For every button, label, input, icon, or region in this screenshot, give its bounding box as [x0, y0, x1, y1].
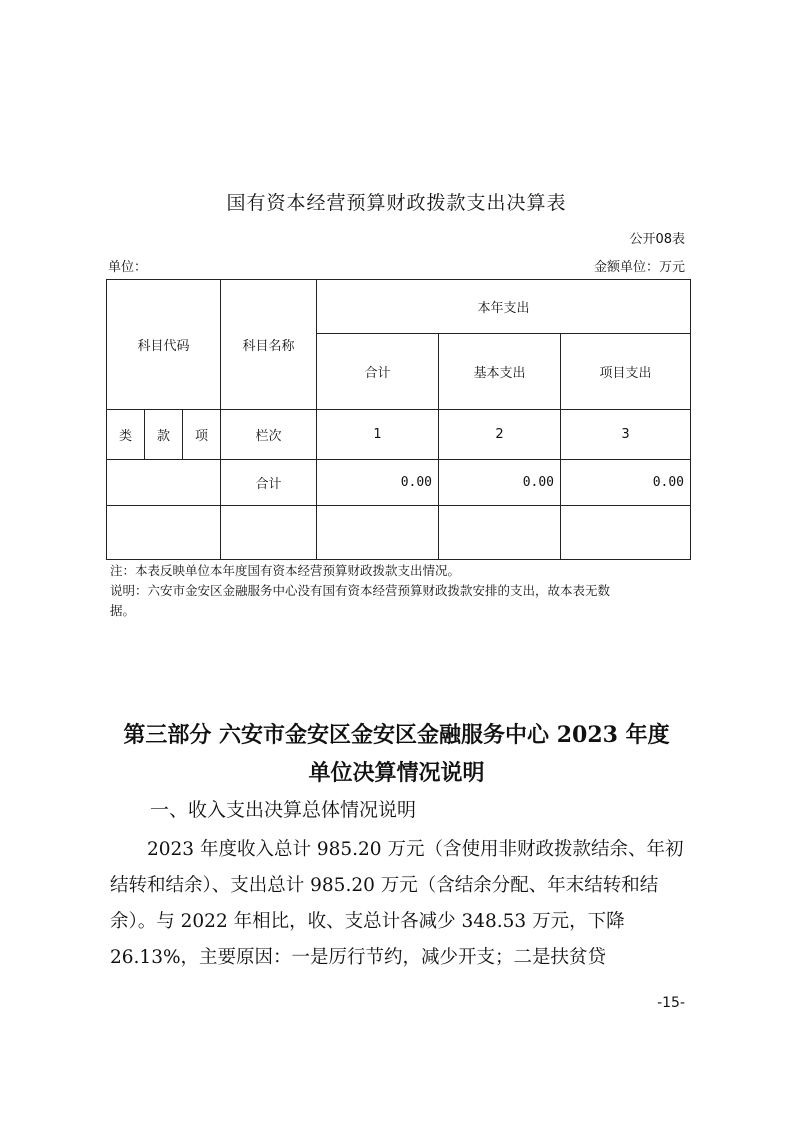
category-lei: 类 [107, 410, 145, 460]
empty-cell [439, 506, 561, 560]
column-index-3: 3 [561, 410, 691, 460]
current-year-expense-header: 本年支出 [317, 280, 691, 334]
total-header: 合计 [317, 334, 439, 410]
unit-label: 单位： [108, 260, 148, 275]
empty-cell [107, 506, 221, 560]
table-title: 国有资本经营预算财政拨款支出决算表 [226, 192, 567, 214]
body-paragraph: 2023 年度收入总计 985.20 万元（含使用非财政拨款结余、年初结转和结余）、支出总计 985.20 万元（含结余分配、年末结转和结余）。与 2022 年相比，收、支总计各减少 348.53 万元，下降 26.13%，主要原因：一是厉行节约，减少开支；二是扶贫贷 [110, 839, 684, 968]
total-row-label: 合计 [221, 460, 317, 506]
basic-expense-header: 基本支出 [439, 334, 561, 410]
empty-cell [561, 506, 691, 560]
total-row-code [107, 460, 221, 506]
empty-cell [317, 506, 439, 560]
subject-name-header: 科目名称 [221, 280, 317, 410]
budget-table [106, 279, 691, 560]
category-kuan: 款 [145, 410, 183, 460]
subject-code-header: 科目代码 [107, 280, 221, 410]
section-heading: 一、收入支出决算总体情况说明 [150, 799, 417, 821]
column-index-row [107, 410, 691, 460]
total-row-project: 0.00 [561, 460, 691, 506]
total-row-basic: 0.00 [439, 460, 561, 506]
form-number: 公开08表 [629, 232, 685, 247]
table-note: 注：本表反映单位本年度国有资本经营预算财政拨款支出情况。 [110, 563, 461, 578]
amount-unit-label: 金额单位：万元 [593, 260, 685, 275]
table-header-row [107, 280, 691, 334]
empty-cell [221, 506, 317, 560]
page-number: -15- [657, 995, 685, 1011]
table-explanation: 说明：六安市金安区金融服务中心没有国有资本经营预算财政拨款安排的支出，故本表无数 [110, 583, 611, 598]
empty-row [107, 506, 691, 560]
part-title: 第三部分 六安市金安区金安区金融服务中心 2023 年度 [123, 722, 670, 748]
project-expense-header: 项目支出 [561, 334, 691, 410]
column-index-1: 1 [317, 410, 439, 460]
column-index-2: 2 [439, 410, 561, 460]
total-row-total: 0.00 [317, 460, 439, 506]
total-row [107, 460, 691, 506]
category-xiang: 项 [183, 410, 221, 460]
part-title-line2: 单位决算情况说明 [308, 760, 485, 786]
column-index-label: 栏次 [221, 410, 317, 460]
table-explanation-continued: 据。 [110, 603, 136, 618]
